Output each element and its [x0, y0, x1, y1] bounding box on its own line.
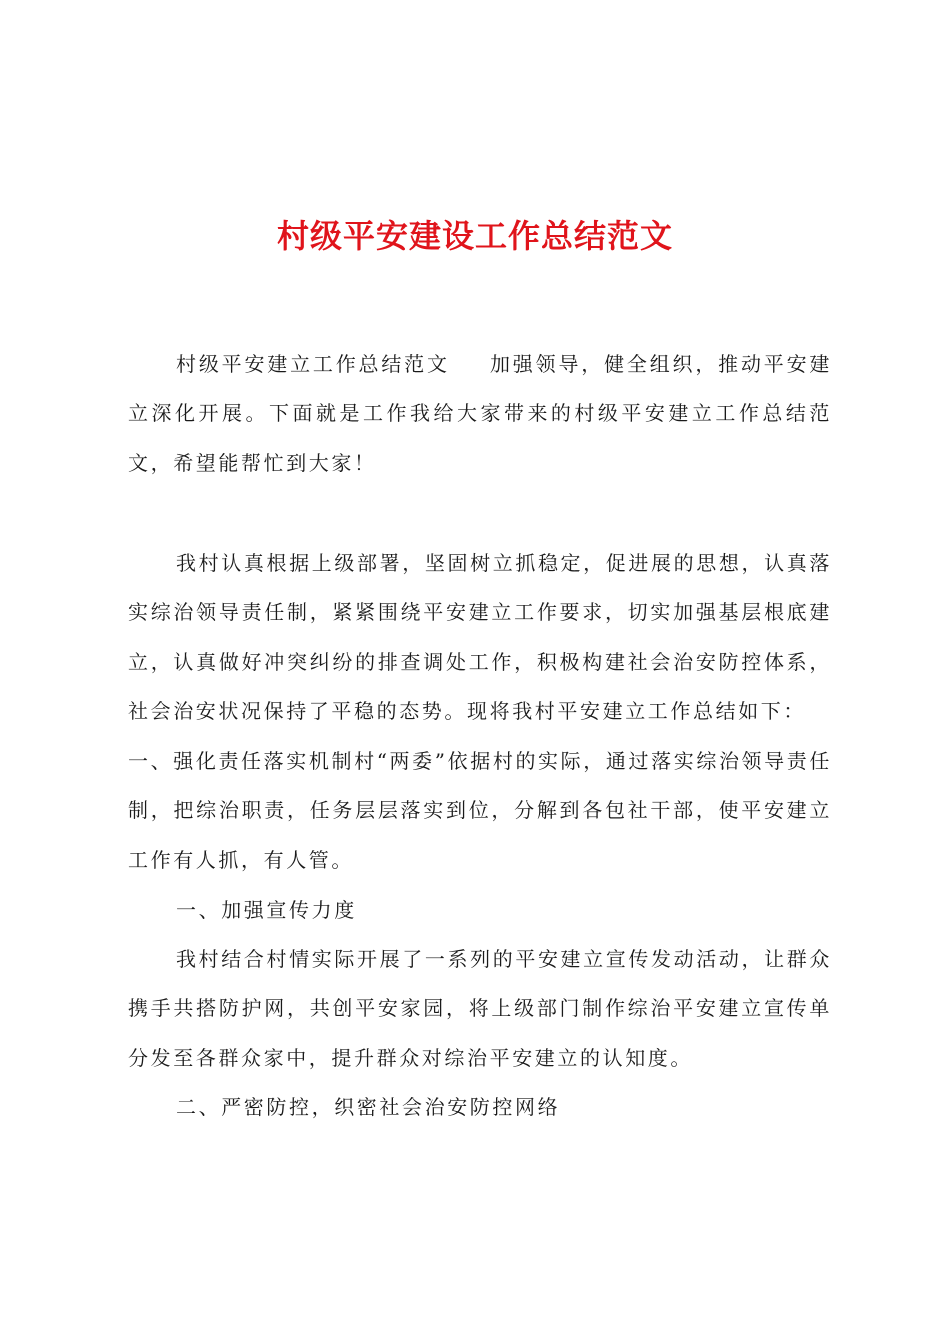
- section-heading-1: 一、加强宣传力度: [176, 898, 357, 922]
- intro-rest: 加强领导，健全组织，推动平安建立深化开展。下面就是工作我给大家带来的村级平安建立工作总结范文，希望能帮忙到大家！: [128, 352, 833, 475]
- body-paragraph-2: 一、强化责任落实机制村“两委”依据村的实际，通过落实综治领导责任制，把综治职责，任务层层落实到位，分解到各包社干部，使平安建立工作有人抓，有人管。: [128, 749, 832, 872]
- intro-paragraph: [128, 340, 832, 488]
- intro-lead: 村级平安建立工作总结范文: [176, 352, 450, 376]
- body-paragraph-1: 我村认真根据上级部署，坚固树立抓稳定，促进展的思想，认真落实综治领导责任制，紧紧围绕平安建立工作要求，切实加强基层根底建立，认真做好冲突纠纷的排查调处工作，积极构建社会治安防控体系，社会治安状况保持了平稳的态势。现将我村平安建立工作总结如下：: [128, 551, 832, 723]
- body-paragraph-3: 我村结合村情实际开展了一系列的平安建立宣传发动活动，让群众携手共搭防护网，共创平安家园，将上级部门制作综治平安建立宣传单分发至各群众家中，提升群众对综治平安建立的认知度。: [128, 947, 832, 1070]
- document-title: 村级平安建设工作总结范文: [276, 217, 673, 255]
- section-heading-2: 二、严密防控，织密社会治安防控网络: [176, 1095, 561, 1119]
